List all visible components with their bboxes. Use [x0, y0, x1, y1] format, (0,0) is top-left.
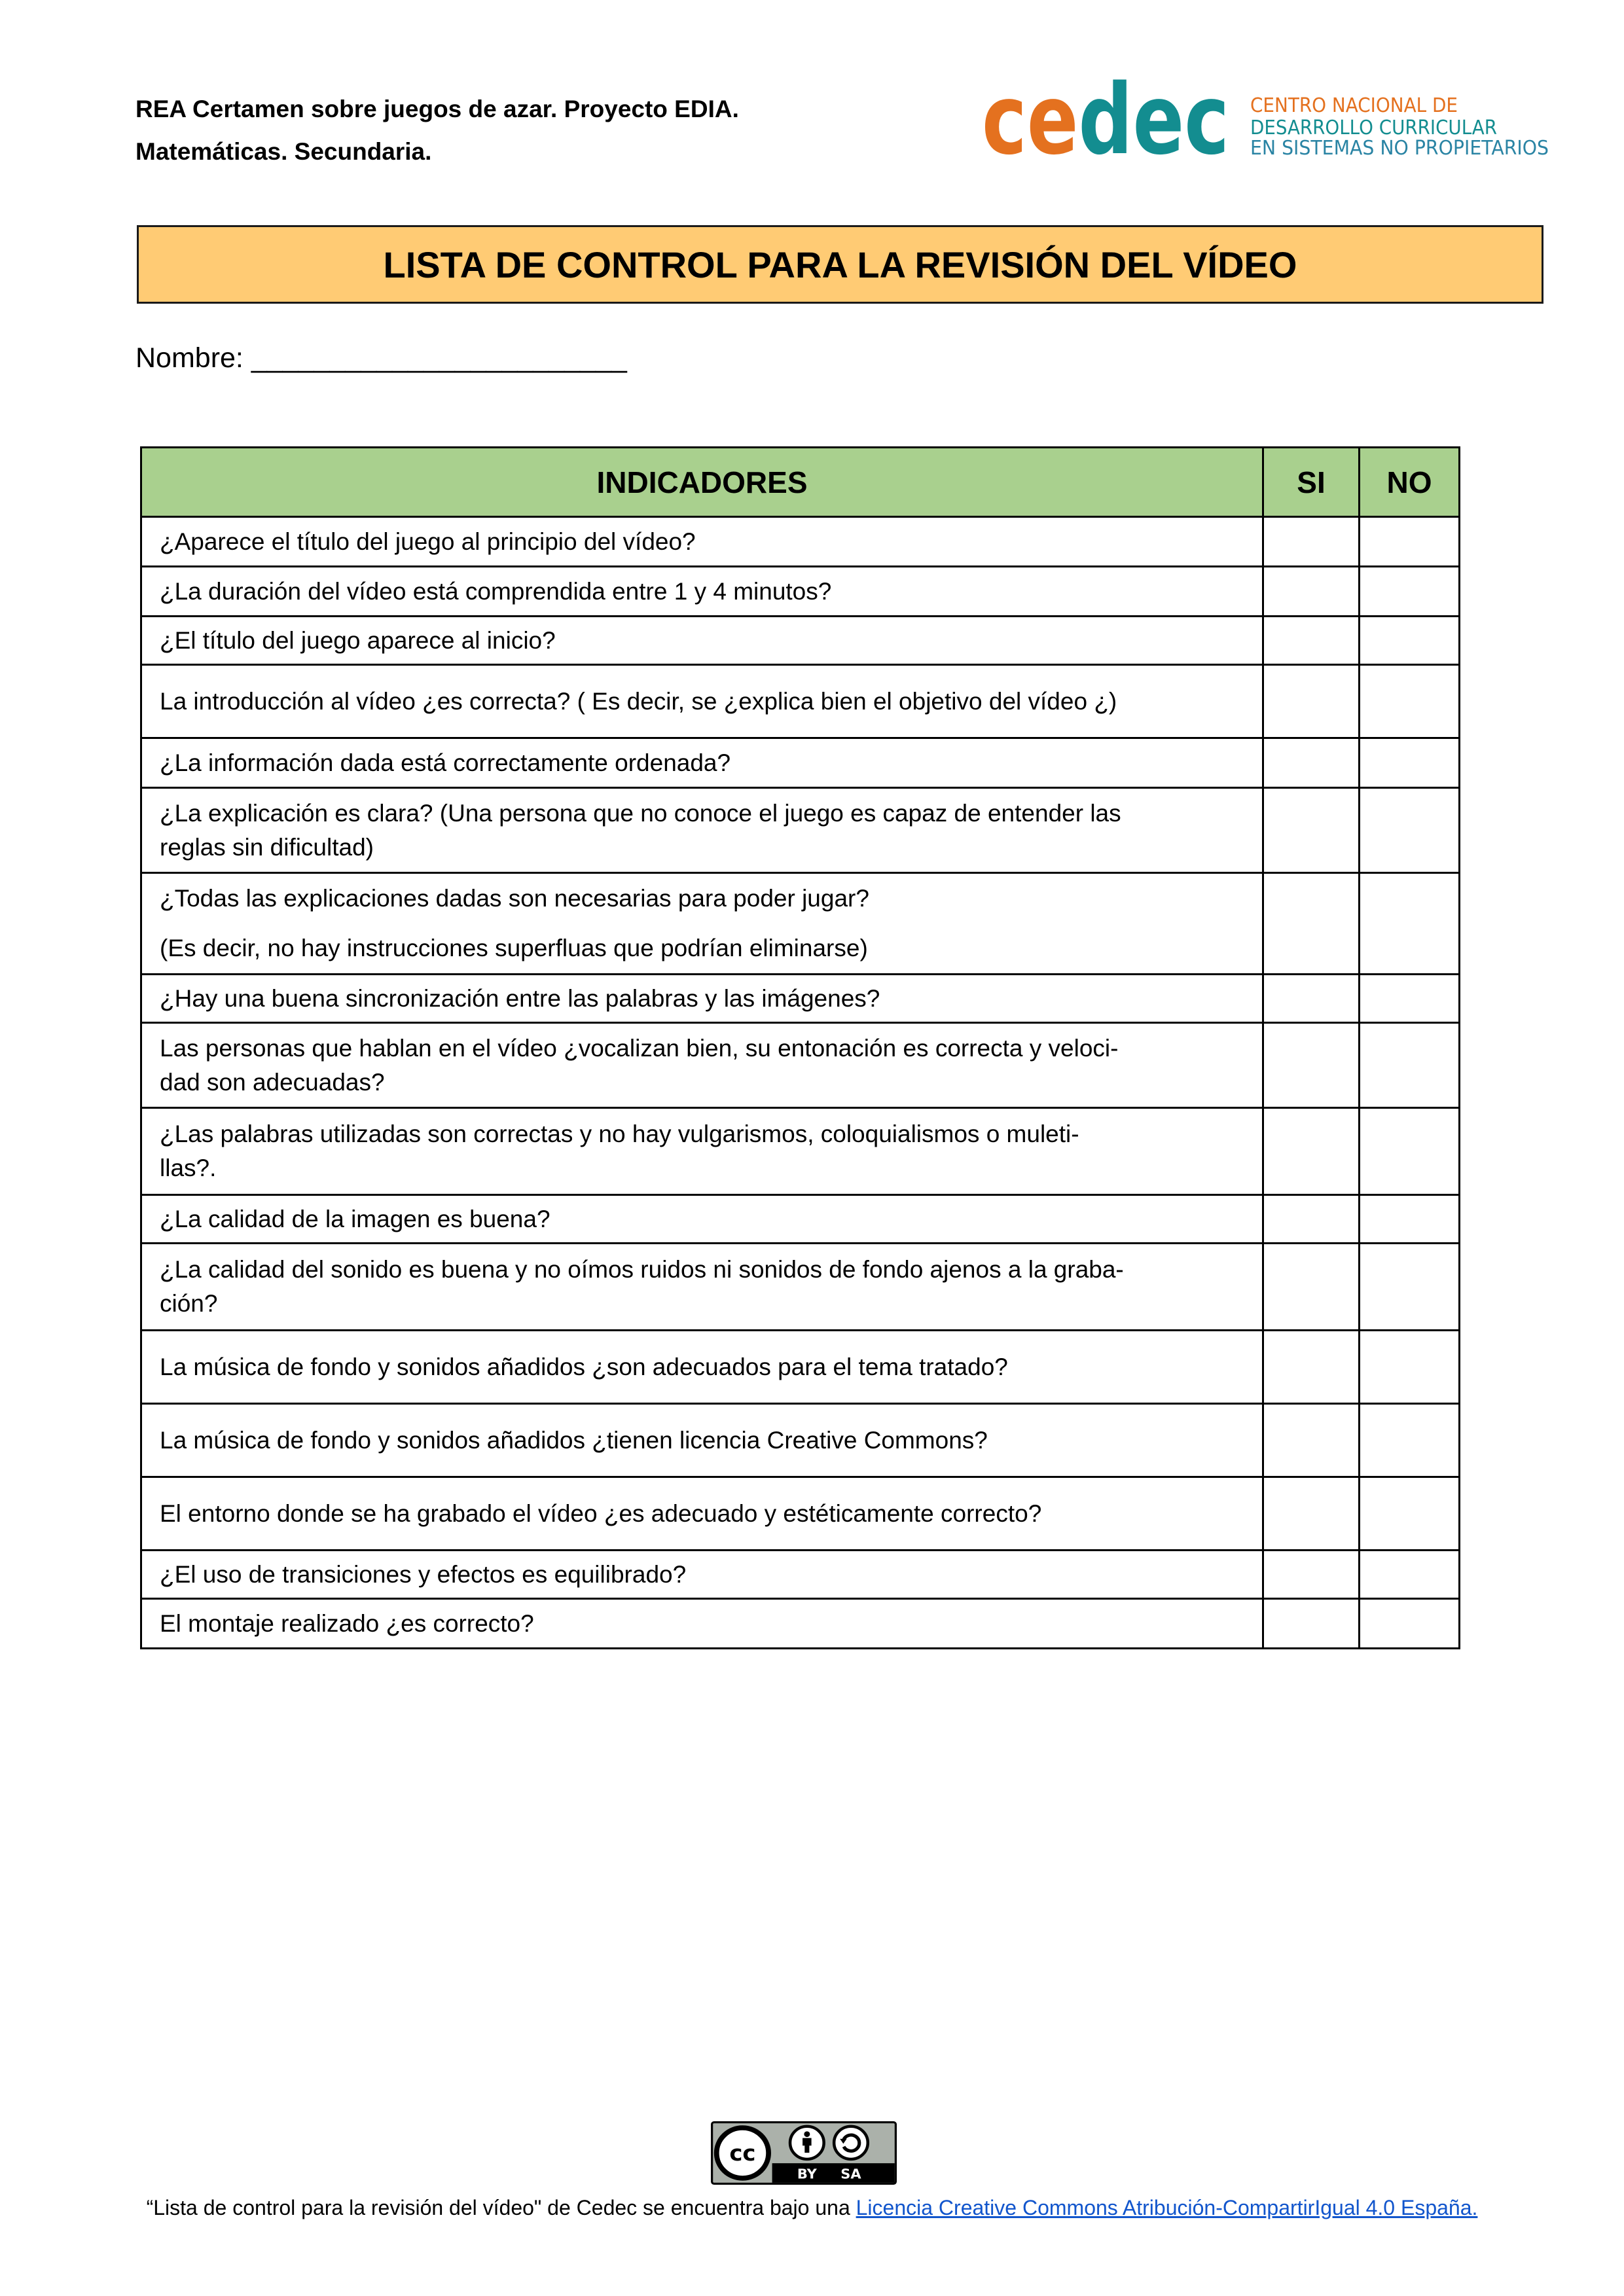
si-mark-cell [1263, 517, 1360, 567]
share-alike-icon [834, 2126, 868, 2159]
header-si: SI [1263, 448, 1360, 517]
name-label: Nombre: [135, 342, 244, 374]
no-mark-cell [1360, 873, 1460, 975]
indicator-cell [141, 1108, 1263, 1195]
table-row [141, 788, 1460, 873]
table-row [141, 665, 1460, 738]
no-mark-cell [1360, 567, 1460, 617]
logo-tagline-line-2: DESARROLLO CURRICULAR [1250, 117, 1497, 139]
si-mark-cell [1263, 1599, 1360, 1649]
indicator-text: ción? [160, 1290, 218, 1317]
indicator-text: ¿La duración del vídeo está comprendida entre 1 y 4 minutos? [160, 577, 832, 605]
no-mark-cell [1360, 665, 1460, 738]
logo-wordmark-dec: dec [1078, 72, 1271, 164]
license-statement-text: “Lista de control para la revisión del vídeo" de Cedec se encuentra bajo una [146, 2196, 856, 2219]
share-alike-icon-circle [834, 2126, 868, 2159]
cc-by-sa-badge [711, 2121, 897, 2185]
no-mark-cell [1360, 1404, 1460, 1477]
cedec-logo [975, 72, 1558, 164]
badge-by-label: BY [797, 2166, 817, 2182]
indicator-text: ¿Todas las explicaciones dadas son necesarias para poder jugar? [160, 885, 869, 912]
indicator-text: ¿Aparece el título del juego al principio del vídeo? [160, 528, 696, 555]
indicator-cell [141, 873, 1263, 975]
no-mark-cell [1360, 1195, 1460, 1244]
indicator-text: ¿Hay una buena sincronización entre las palabras y las imágenes? [160, 984, 880, 1012]
no-mark-cell [1360, 517, 1460, 567]
si-mark-cell [1263, 1244, 1360, 1331]
table-row [141, 1331, 1460, 1404]
indicator-text: Las personas que hablan en el vídeo ¿vocalizan bien, su entonación es correcta y veloci- [160, 1034, 1119, 1062]
indicator-cell [141, 1195, 1263, 1244]
indicator-text: (Es decir, no hay instrucciones superfluas que podrían eliminarse) [160, 935, 868, 961]
no-mark-cell [1360, 1331, 1460, 1404]
si-mark-cell [1263, 1195, 1360, 1244]
no-mark-cell [1360, 1599, 1460, 1649]
indicator-cell [141, 1331, 1263, 1404]
si-mark-cell [1263, 567, 1360, 617]
si-mark-cell [1263, 788, 1360, 873]
table-row [141, 975, 1460, 1023]
table-row [141, 1244, 1460, 1331]
indicator-text: dad son adecuadas? [160, 1068, 385, 1096]
subject-level: Matemáticas. Secundaria. [135, 138, 432, 165]
license-statement [0, 2195, 1624, 2221]
indicator-text: El montaje realizado ¿es correcto? [160, 1609, 534, 1637]
no-mark-cell [1360, 617, 1460, 665]
table-row [141, 1551, 1460, 1599]
cc-icon-text: cc [729, 2140, 756, 2166]
indicator-cell [141, 1477, 1263, 1551]
table-row [141, 517, 1460, 567]
indicator-cell [141, 517, 1263, 567]
no-mark-cell [1360, 1023, 1460, 1108]
no-mark-cell [1360, 1551, 1460, 1599]
badge-label-band [772, 2163, 895, 2183]
badge-sa-label: SA [840, 2166, 861, 2182]
si-mark-cell [1263, 1023, 1360, 1108]
attribution-person-icon [790, 2126, 824, 2159]
name-field [135, 342, 627, 374]
indicator-cell [141, 1551, 1263, 1599]
table-row [141, 873, 1460, 975]
course-title: REA Certamen sobre juegos de azar. Proyecto EDIA. [135, 96, 739, 122]
logo-tagline-line-1: CENTRO NACIONAL DE [1250, 94, 1458, 117]
no-mark-cell [1360, 788, 1460, 873]
indicator-text: ¿El uso de transiciones y efectos es equilibrado? [160, 1560, 687, 1588]
table-row [141, 567, 1460, 617]
si-mark-cell [1263, 1404, 1360, 1477]
si-mark-cell [1263, 738, 1360, 788]
si-mark-cell [1263, 1331, 1360, 1404]
no-mark-cell [1360, 1108, 1460, 1195]
indicator-text: ¿Las palabras utilizadas son correctas y no hay vulgarismos, coloquialismos o muleti- [160, 1121, 1079, 1147]
si-mark-cell [1263, 665, 1360, 738]
table-row [141, 1404, 1460, 1477]
indicator-text: La introducción al vídeo ¿es correcta? ( Es decir, se ¿explica bien el objetivo del vídeo ¿) [160, 687, 1117, 715]
indicator-cell [141, 738, 1263, 788]
indicator-text: ¿La información dada está correctamente ordenada? [160, 749, 731, 776]
indicator-cell [141, 567, 1263, 617]
license-link[interactable]: Licencia Creative Commons Atribución-CompartirIgual 4.0 España. [856, 2196, 1478, 2219]
indicator-cell [141, 617, 1263, 665]
table-row [141, 1023, 1460, 1108]
logo-wordmark-ce: ce [982, 72, 1106, 164]
si-mark-cell [1263, 873, 1360, 975]
indicator-text: La música de fondo y sonidos añadidos ¿son adecuados para el tema tratado? [160, 1353, 1008, 1380]
indicator-cell [141, 1404, 1263, 1477]
logo-tagline-line-3: EN SISTEMAS NO PROPIETARIOS [1250, 137, 1549, 160]
indicator-cell [141, 975, 1263, 1023]
table-row [141, 738, 1460, 788]
table-header-row [141, 448, 1460, 517]
indicator-cell [141, 788, 1263, 873]
attribution-icon-head [804, 2131, 810, 2137]
indicator-text: El entorno donde se ha grabado el vídeo ¿es adecuado y estéticamente correcto? [160, 1499, 1042, 1527]
cc-icon [717, 2128, 768, 2178]
table-row [141, 617, 1460, 665]
header-indicadores: INDICADORES [141, 448, 1263, 517]
name-blank-line: ________________________ [251, 342, 627, 374]
indicator-cell [141, 1023, 1263, 1108]
indicators-table [140, 446, 1460, 1649]
table-row [141, 1477, 1460, 1551]
indicator-text: reglas sin dificultad) [160, 833, 374, 861]
indicator-text: llas?. [160, 1155, 217, 1181]
no-mark-cell [1360, 975, 1460, 1023]
indicator-text: La música de fondo y sonidos añadidos ¿tienen licencia Creative Commons? [160, 1426, 988, 1454]
indicator-text: ¿La calidad del sonido es buena y no oímos ruidos ni sonidos de fondo ajenos a la graba- [160, 1256, 1124, 1283]
indicator-text: ¿La explicación es clara? (Una persona que no conoce el juego es capaz de entender las [160, 799, 1121, 827]
si-mark-cell [1263, 1551, 1360, 1599]
logo-wordmark [982, 72, 1271, 164]
si-mark-cell [1263, 975, 1360, 1023]
no-mark-cell [1360, 1477, 1460, 1551]
checklist-title-box [137, 225, 1543, 304]
si-mark-cell [1263, 1477, 1360, 1551]
indicator-cell [141, 1599, 1263, 1649]
header-no: NO [1360, 448, 1460, 517]
indicator-text: ¿El título del juego aparece al inicio? [160, 626, 556, 654]
no-mark-cell [1360, 738, 1460, 788]
si-mark-cell [1263, 1108, 1360, 1195]
table-row [141, 1599, 1460, 1649]
table-row [141, 1108, 1460, 1195]
indicator-cell [141, 665, 1263, 738]
si-mark-cell [1263, 617, 1360, 665]
no-mark-cell [1360, 1244, 1460, 1331]
checklist-title: LISTA DE CONTROL PARA LA REVISIÓN DEL VÍDEO [383, 243, 1297, 285]
indicator-cell [141, 1244, 1263, 1331]
indicator-text: ¿La calidad de la imagen es buena? [160, 1205, 550, 1232]
table-row [141, 1195, 1460, 1244]
